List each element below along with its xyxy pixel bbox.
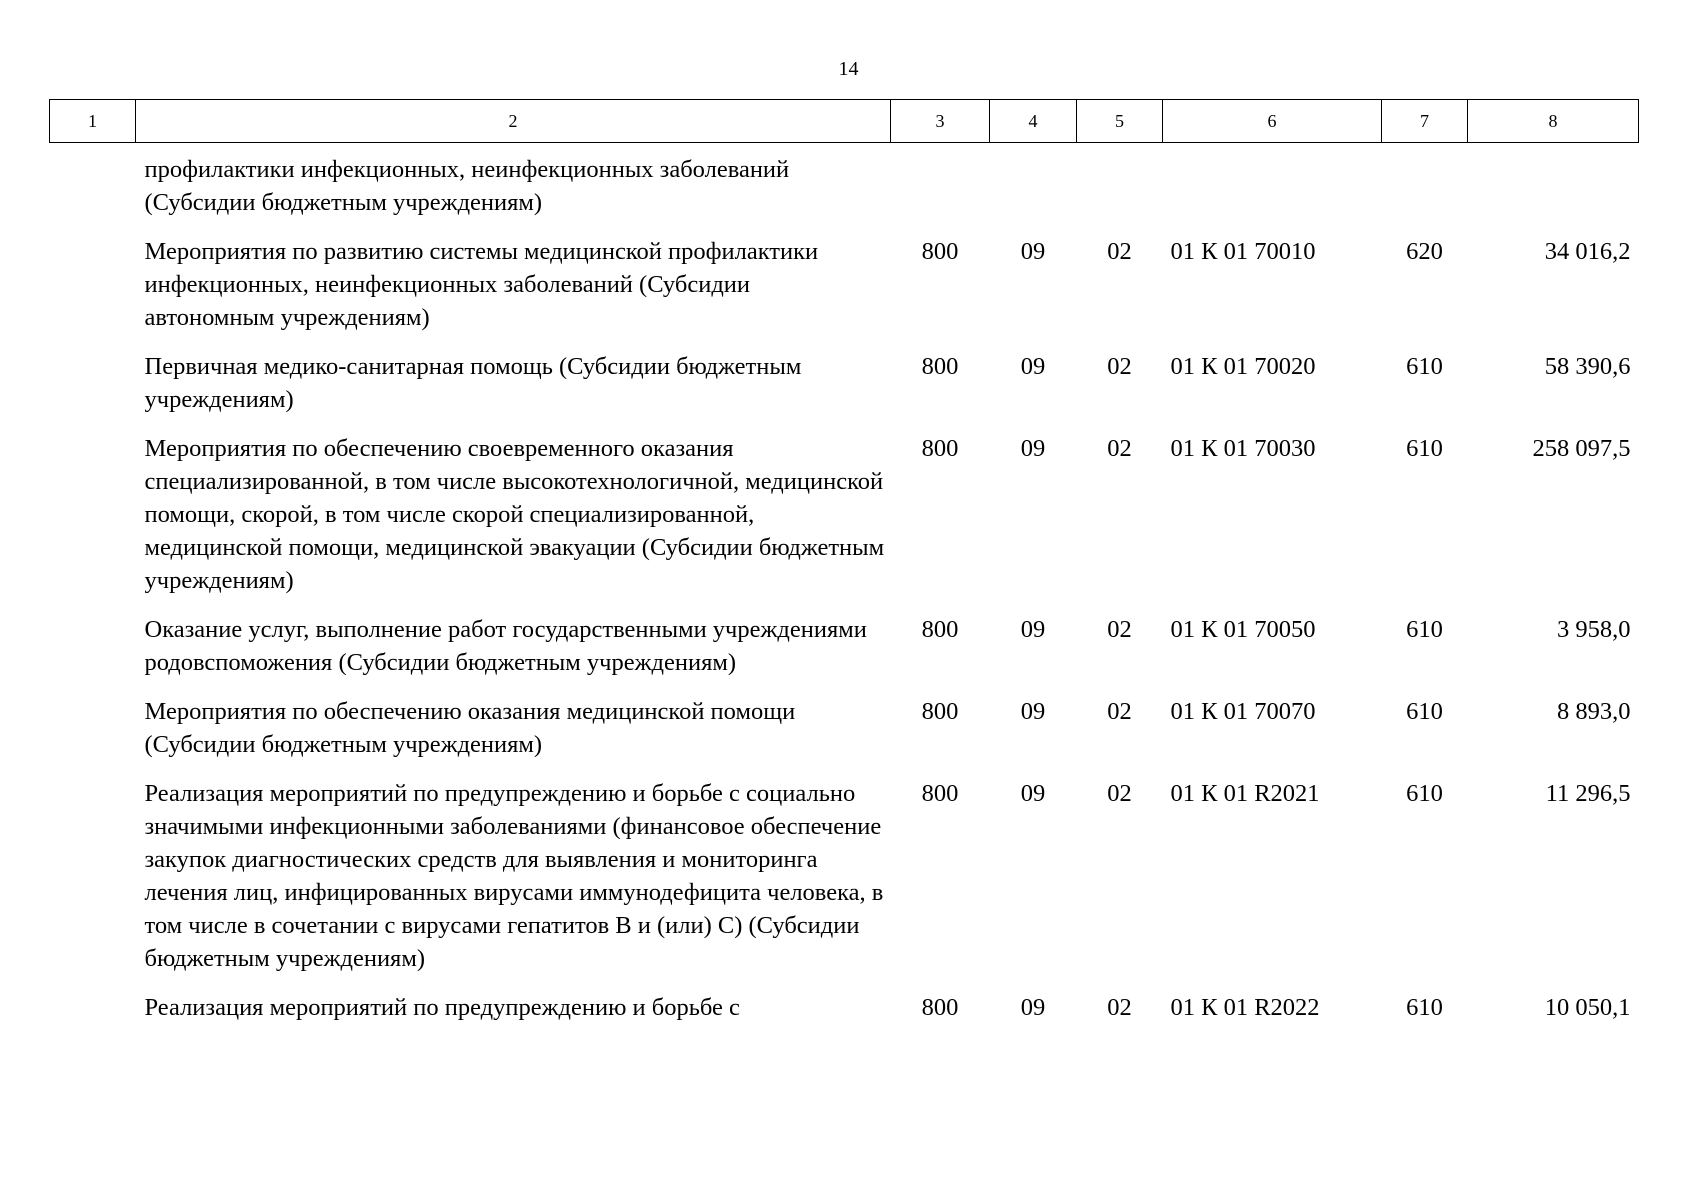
cell-section: 09 [1020,616,1046,643]
table-row [50,143,1639,236]
cell-item-name: Мероприятия по обеспечению оказания медицинской помощи (Субсидии бюджетным учреждениям) [144,698,796,758]
cell-subsection: 02 [1107,353,1132,380]
cell-department: 800 [921,698,959,725]
cell-expense-type: 620 [1406,238,1443,265]
cell-subsection: 02 [1107,994,1132,1021]
cell-section: 09 [1020,780,1046,807]
cell-amount: 58 390,6 [1544,353,1631,380]
cell-expense-type [1382,143,1468,236]
cell-amount [1468,143,1639,236]
cell-item-name: Реализация мероприятий по предупреждению и борьбе с [144,994,740,1021]
cell-subsection: 02 [1107,435,1132,462]
cell-col-1 [50,143,136,236]
cell-expense-type: 610 [1406,780,1443,807]
cell-expense-type: 610 [1406,616,1443,643]
cell-amount: 258 097,5 [1532,435,1631,462]
cell-target-article: 01 К 01 70010 [1170,238,1316,265]
cell-department: 800 [921,780,959,807]
cell-section: 09 [1020,353,1046,380]
page-number: 14 [838,58,859,80]
cell-item-name: профилактики инфекционных, неинфекционных заболеваний (Субсидии бюджетным учреждениям) [144,156,790,216]
cell-department: 800 [921,353,959,380]
cell-amount: 11 296,5 [1545,780,1631,807]
cell-section: 09 [1020,994,1046,1021]
cell-expense-type: 610 [1406,435,1443,462]
header-col-1: 1 [50,100,136,143]
cell-subsection: 02 [1107,698,1132,725]
cell-subsection: 02 [1107,616,1132,643]
cell-item-name: Первичная медико-санитарная помощь (Субсидии бюджетным учреждениям) [144,353,802,413]
cell-target-article: 01 К 01 70050 [1170,616,1316,643]
table-row [50,695,1639,777]
table-row [50,991,1639,1040]
cell-item-name: Мероприятия по развитию системы медицинской профилактики инфекционных, неинфекционных заболеваний (Субсидии автономным учреждениям) [144,238,819,331]
table-body [50,143,1639,1041]
cell-target-article: 01 К 01 70020 [1170,353,1316,380]
table-row [50,235,1639,350]
cell-department: 800 [921,435,959,462]
cell-department [891,143,990,236]
cell-expense-type: 610 [1406,698,1443,725]
table-row [50,777,1639,991]
cell-department: 800 [921,238,959,265]
cell-target-article: 01 К 01 R2022 [1170,994,1320,1021]
cell-col-1 [50,991,136,1040]
cell-item-name: Оказание услуг, выполнение работ государственными учреждениями родовспоможения (Субсидии бюджетным учреждениям) [144,616,867,676]
cell-target-article [1163,143,1382,236]
cell-amount: 8 893,0 [1557,698,1631,725]
header-col-8: 8 [1468,100,1639,143]
cell-col-1 [50,777,136,991]
cell-amount: 34 016,2 [1544,238,1631,265]
cell-department: 800 [921,994,959,1021]
cell-col-1 [50,350,136,432]
header-col-3: 3 [891,100,990,143]
header-col-2: 2 [136,100,891,143]
cell-subsection: 02 [1107,238,1132,265]
header-col-6: 6 [1163,100,1382,143]
cell-item-name: Мероприятия по обеспечению своевременного оказания специализированной, в том числе высокотехнологичной, медицинской помощи, скорой, в том числе скорой специализированной, медицинской помощи, медицинской эвакуации (Субсидии бюджетным учреждениям) [144,435,885,594]
table-row [50,432,1639,613]
cell-target-article: 01 К 01 R2021 [1170,780,1320,807]
cell-subsection: 02 [1107,780,1132,807]
cell-expense-type: 610 [1406,994,1443,1021]
cell-subsection [1077,143,1163,236]
cell-section: 09 [1020,238,1046,265]
table-row [50,350,1639,432]
header-col-4: 4 [990,100,1077,143]
cell-target-article: 01 К 01 70070 [1170,698,1316,725]
budget-table [49,99,1639,1040]
table-header [50,100,1639,143]
cell-amount: 10 050,1 [1544,994,1631,1021]
header-row [50,100,1639,143]
cell-expense-type: 610 [1406,353,1443,380]
cell-department: 800 [921,616,959,643]
cell-section: 09 [1020,435,1046,462]
cell-amount: 3 958,0 [1557,616,1631,643]
cell-target-article: 01 К 01 70030 [1170,435,1316,462]
cell-col-1 [50,695,136,777]
cell-item-name: Реализация мероприятий по предупреждению и борьбе с социально значимыми инфекционными заболеваниями (финансовое обеспечение закупок диагностических средств для выявления и мониторинга лечения лиц, инфицированных вирусами иммунодефицита человека, в том числе в сочетании с вирусами гепатитов В и (или) С) (Субсидии бюджетным учреждениям) [144,780,884,972]
header-col-5: 5 [1077,100,1163,143]
table-row [50,613,1639,695]
cell-col-1 [50,235,136,350]
cell-section [990,143,1077,236]
cell-col-1 [50,613,136,695]
header-col-7: 7 [1382,100,1468,143]
cell-col-1 [50,432,136,613]
cell-section: 09 [1020,698,1046,725]
